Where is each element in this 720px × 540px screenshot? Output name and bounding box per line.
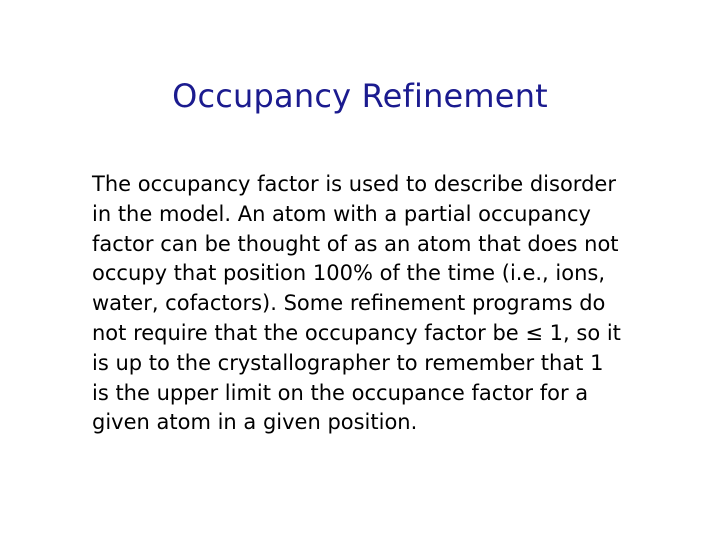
slide-body — [92, 170, 672, 438]
slide-title: Occupancy Refinement — [172, 77, 548, 115]
body-line: water, cofactors). Some refinement programs do — [92, 291, 606, 316]
body-line: is the upper limit on the occupance factor for a — [92, 380, 589, 405]
body-line: The occupancy factor is used to describe disorder — [92, 172, 616, 196]
body-line: in the model. An atom with a partial occupancy — [92, 201, 591, 226]
body-line: occupy that position 100% of the time (i.e., ions, — [92, 261, 606, 286]
body-line: not require that the occupancy factor be ≤ 1, so it — [92, 320, 621, 345]
body-line: is up to the crystallographer to remember that 1 — [92, 350, 604, 375]
body-line: given atom in a given position. — [92, 410, 418, 435]
body-line: factor can be thought of as an atom that does not — [92, 231, 619, 256]
